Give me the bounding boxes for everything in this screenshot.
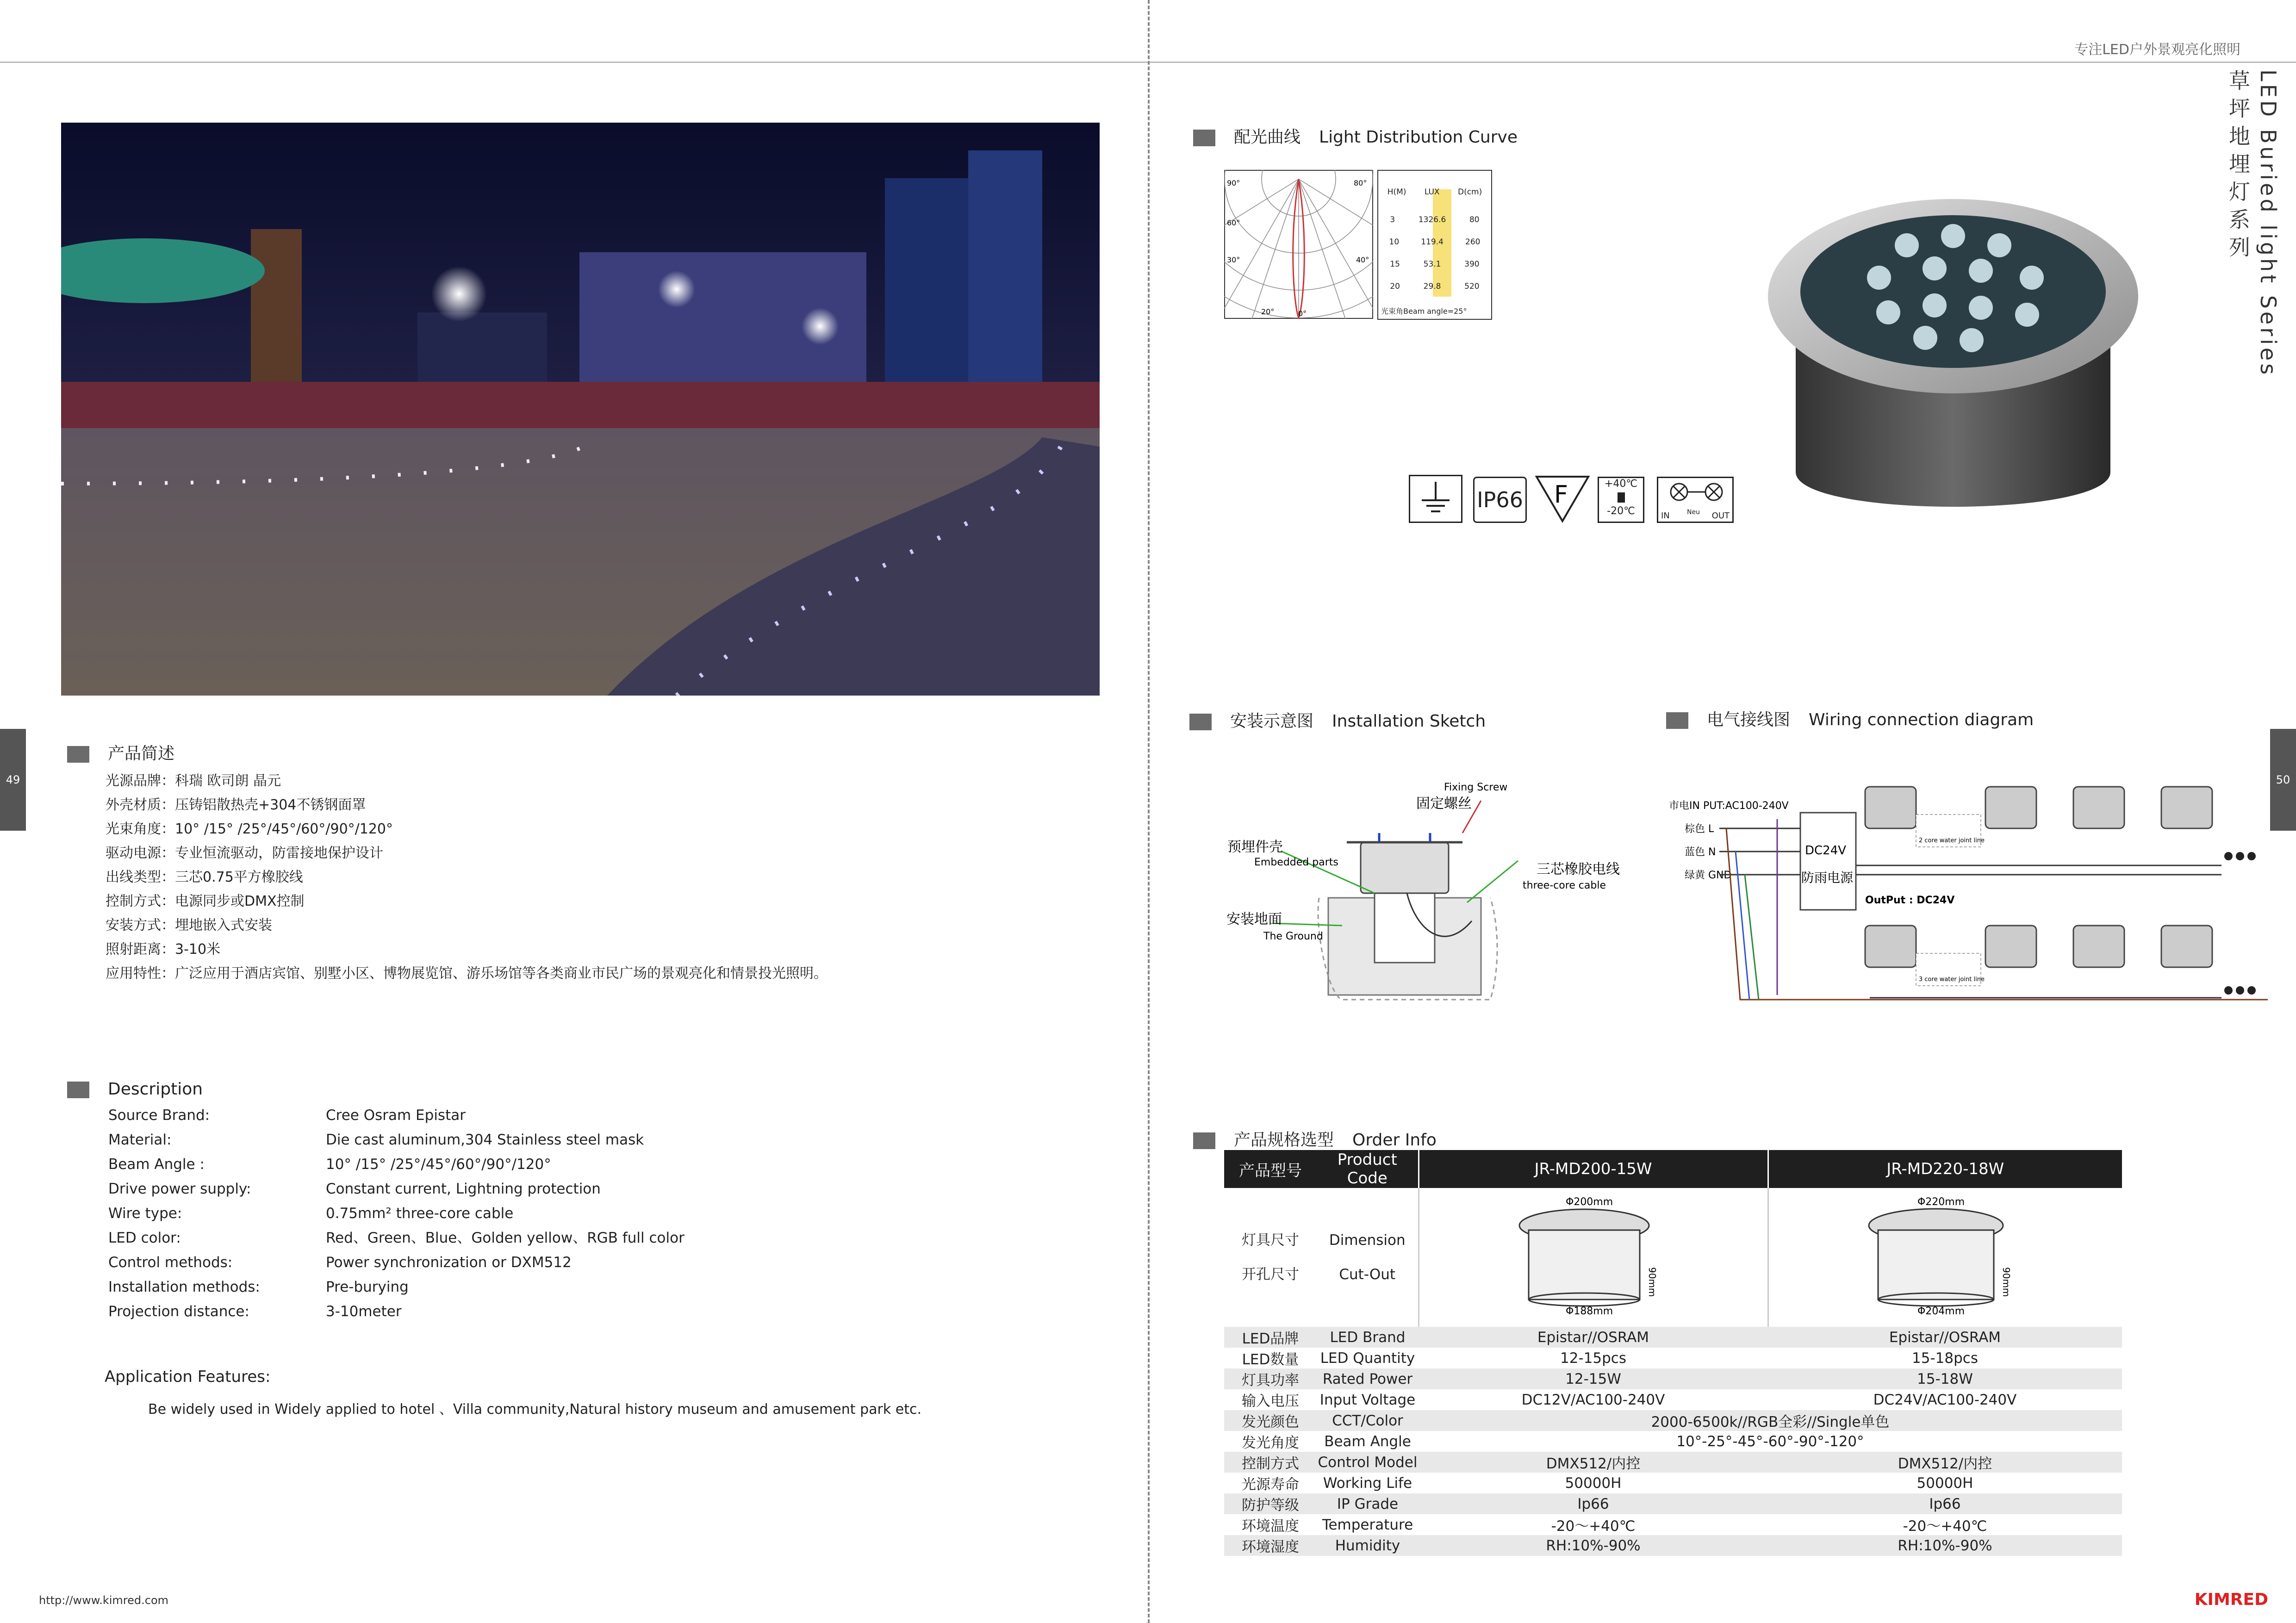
polar-label: 0° [1298, 309, 1307, 318]
overview-list [106, 769, 828, 986]
table-row: 环境温度 Temperature -20～+40℃ -20～+40℃ [1242, 1516, 1987, 1535]
table-row: 防护等级 IP Grade Ip66 Ip66 [1224, 1493, 2122, 1514]
svg-text:Φ200mm: Φ200mm [1565, 1196, 1613, 1208]
lux-table: H(M) LUX D(cm) 3 1326.6 80 10 119.4 260 15 53.1 390 20 29.8 520 光束角Beam angle=25° [1377, 170, 1492, 320]
lux-row: 15 53.1 390 [1390, 260, 1480, 269]
order-table: 产品型号 Product Code JR-MD200-15W JR-MD220-18W 灯具尺寸 开孔尺寸 Dimension Cut-Out Φ200mm 90mm Φ188mm Φ220mm 90mm Φ204mm LED品牌 LED Brand Epistar//OSRAM Epistar//OSRAM LED数量 LED Quantity 12-15pcs 15-18pcs 灯具功率 Rated Power 12-15W 15-18W 输入电压 Input Voltage DC12V/AC100-240V DC24V/AC100-240V 发光颜色 CCT/Color 2000-6500k//RGB全彩//Single单色 发光角度 Beam Angle 10°-25°-45°-60°-90°-120° 控制方式 Control Model DMX512/内控 DMX512/内控 光源寿命 Working Life 50000H 50000H 防护等级 IP Grade Ip66 Ip66 环境温度 Temperature -20～+40℃ -20～+40℃ 环境湿度 Humidity RH:10%-90% RH:10%-90% [1224, 1150, 2122, 1556]
section-marker [67, 746, 89, 763]
table-row: 发光颜色 CCT/Color 2000-6500k//RGB全彩//Single单色 [1224, 1410, 2122, 1431]
label-joint: 2 core water joint line [1919, 837, 1985, 844]
page-number-left: 49 [0, 729, 26, 831]
label-n: 蓝色 N [1685, 846, 1716, 858]
page-number-right: 50 [2270, 729, 2296, 831]
label-l: 棕色 L [1685, 823, 1714, 835]
list-item: 照射距离：3-10米 [106, 941, 221, 958]
header-tagline: 专注LED户外景观亮化照明 [2074, 42, 2240, 58]
table-row: 发光角度 Beam Angle 10°-25°-45°-60°-90°-120° [1242, 1433, 1864, 1451]
light-curve-title: 配光曲线 Light Distribution Curve [1193, 124, 1536, 148]
label-input: 市电IN PUT:AC100-240V [1669, 800, 1789, 812]
lux-row: 10 119.4 260 [1389, 237, 1481, 247]
list-item: 驱动电源：专业恒流驱动，防雷接地保护设计 [106, 845, 383, 861]
psu-label-cn: 防雨电源 [1801, 870, 1854, 885]
desc-row: Source Brand: Cree Osram Epistar [108, 1107, 466, 1124]
description-table [108, 1103, 684, 1324]
svg-text:Φ204mm: Φ204mm [1917, 1306, 1965, 1317]
lux-row: 20 29.8 520 [1390, 282, 1480, 291]
polar-label: 20° [1261, 307, 1275, 316]
section-marker [67, 1082, 89, 1098]
series-title-en: LED Buried light Series [2256, 69, 2281, 378]
head-model-1: JR-MD200-15W [1419, 1150, 1768, 1188]
head-cn: 产品型号 [1224, 1150, 1317, 1188]
list-item: 光源品牌：科瑞 欧司朗 晶元 [106, 773, 281, 789]
polar-label: 90° [1227, 179, 1240, 187]
page-fold-line [1148, 0, 1150, 1623]
table-row: LED数量 LED Quantity 12-15pcs 15-18pcs [1242, 1349, 1978, 1368]
input-output-badge: IN Neu OUT [1657, 477, 1734, 523]
application-text: Be widely used in Widely applied to hotel 、Villa community,Natural history museum and amusement park etc. [148, 1401, 921, 1418]
label-screw-en: Fixing Screw [1444, 782, 1508, 793]
desc-row: Wire type: 0.75mm² three-core cable [108, 1205, 514, 1222]
polar-label: 60° [1227, 218, 1240, 227]
website-link[interactable]: http://www.kimred.com [39, 1594, 169, 1607]
polar-label: 80° [1354, 179, 1367, 187]
night-plaza-photo [61, 123, 1100, 696]
ip66-badge: IP66 [1473, 477, 1527, 523]
svg-text:Φ220mm: Φ220mm [1917, 1196, 1965, 1208]
list-item: 出线类型：三芯0.75平方橡胶线 [106, 869, 303, 885]
polar-label: 40° [1356, 255, 1369, 264]
product-image [1740, 185, 2157, 548]
installation-title: 安装示意图 Installation Sketch [1189, 708, 1504, 732]
section-marker [1666, 712, 1688, 729]
label-ground-cn: 安装地面 [1226, 911, 1282, 927]
table-row: LED品牌 LED Brand Epistar//OSRAM Epistar//OSRAM [1224, 1327, 2122, 1348]
label-cable-en: three-core cable [1523, 880, 1606, 891]
svg-text:90mm: 90mm [1646, 1267, 1658, 1297]
polar-label: 30° [1227, 255, 1240, 264]
label-screw-cn: 固定螺丝 [1416, 796, 1472, 812]
label-embedded-en: Embedded parts [1254, 857, 1338, 868]
svg-text:F: F [1554, 481, 1568, 509]
overview-title: 产品简述 [67, 740, 193, 764]
description-title: Description [67, 1080, 221, 1099]
desc-row: LED color: Red、Green、Blue、Golden yellow、RGB full color [108, 1230, 684, 1246]
section-marker [1193, 130, 1215, 146]
label-output: OutPut : DC24V [1865, 895, 1955, 906]
section-marker [1193, 1132, 1215, 1149]
order-table-wrap [1224, 1150, 2122, 1556]
desc-row: Installation methods: Pre-burying [108, 1279, 409, 1295]
wiring-diagram [1666, 782, 2268, 1025]
section-marker [1189, 714, 1212, 730]
dimension-drawing-2 [1768, 1188, 2122, 1327]
brand-logo: KIMRED [2194, 1590, 2268, 1609]
desc-row: Material: Die cast aluminum,304 Stainless steel mask [108, 1132, 644, 1148]
beam-angle-note: 光束角Beam angle=25° [1381, 307, 1467, 316]
psu-label: DC24V [1805, 844, 1847, 858]
list-item: 外壳材质：压铸铝散热壳+304不锈钢面罩 [106, 797, 366, 813]
label-ground-en: The Ground [1263, 931, 1323, 942]
list-item: 控制方式：电源同步或DMX控制 [106, 893, 305, 909]
label-embedded-cn: 预埋件壳 [1227, 839, 1283, 855]
table-row: 灯具功率 Rated Power 12-15W 15-18W [1224, 1368, 2122, 1389]
label-gnd: 绿黄 GND [1685, 870, 1732, 881]
list-item: 应用特性：广泛应用于酒店宾馆、别墅小区、博物展览馆、游乐场馆等各类商业市民广场的景观亮化和情景投光照明。 [106, 965, 828, 982]
ground-icon [1409, 475, 1462, 523]
installation-sketch [1222, 777, 1638, 1011]
table-row: 控制方式 Control Model DMX512/内控 DMX512/内控 [1224, 1452, 2122, 1473]
dimension-drawing-1 [1419, 1188, 1768, 1327]
temperature-range-badge: +40℃ -20℃ [1598, 477, 1644, 523]
table-row: 光源寿命 Working Life 50000H 50000H [1242, 1474, 1973, 1493]
f-mark-icon [1535, 475, 1590, 525]
wiring-title: 电气接线图 Wiring connection diagram [1666, 707, 2052, 730]
desc-row: Drive power supply: Constant current, Lightning protection [108, 1181, 601, 1197]
series-title-cn: 草坪地埋灯系列 [2226, 69, 2251, 264]
order-info-title: 产品规格选型 Order Info [1193, 1127, 1455, 1150]
lux-row: 3 1326.6 80 [1390, 215, 1480, 224]
application-title: Application Features: [105, 1368, 271, 1386]
head-model-2: JR-MD220-18W [1768, 1150, 2122, 1188]
svg-text:Φ188mm: Φ188mm [1565, 1306, 1613, 1317]
head-en: Product Code [1317, 1150, 1419, 1188]
table-row: 环境湿度 Humidity RH:10%-90% RH:10%-90% [1224, 1535, 2122, 1556]
list-item: 光束角度：10° /15° /25°/45°/60°/90°/120° [106, 821, 393, 837]
polar-chart [1224, 170, 1373, 321]
table-row: 输入电压 Input Voltage DC12V/AC100-240V DC24V/AC100-240V [1242, 1391, 2017, 1410]
desc-row: Beam Angle : 10° /15° /25°/45°/60°/90°/120° [108, 1156, 551, 1173]
list-item: 安装方式：埋地嵌入式安装 [106, 917, 272, 933]
label-joint2: 3 core water joint line [1919, 976, 1985, 983]
desc-row: Projection distance: 3-10meter [108, 1303, 402, 1320]
svg-text:90mm: 90mm [2001, 1267, 2012, 1297]
desc-row: Control methods: Power synchronization or DXM512 [108, 1254, 572, 1271]
label-cable-cn: 三芯橡胶电线 [1537, 861, 1620, 877]
